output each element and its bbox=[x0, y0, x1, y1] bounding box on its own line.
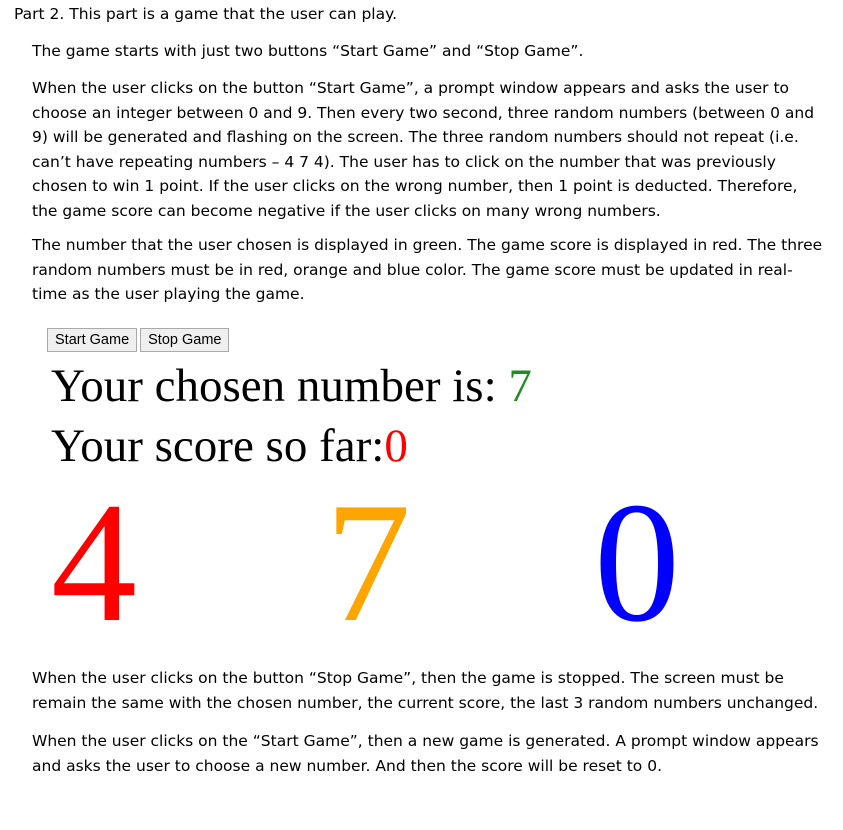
random-number-orange[interactable]: 7 bbox=[325, 468, 411, 658]
paragraph-start-game-rules: When the user clicks on the button “Start Game”, a prompt window appears and asks the user to choose an integer between 0 and 9. Then every two second, three random numbers (between 0 and 9) will be generated and flashing on the screen. The three random numbers should not repeat (i.e. can’t have repeating numbers – 4 7 4). The user has to click on the number that was previously chosen to win 1 point. If the user clicks on the wrong number, then 1 point is deducted. Therefore, the game score can become negative if the user clicks on many wrong numbers. bbox=[32, 79, 815, 220]
game-button-row bbox=[47, 328, 232, 352]
start-game-button[interactable]: Start Game bbox=[47, 328, 137, 352]
paragraph-color-rules: The number that the user chosen is displayed in green. The game score is displayed in red. The three random numbers must be in red, orange and blue color. The game score must be updated in real- time as the user playing the game. bbox=[32, 236, 823, 303]
random-numbers bbox=[47, 468, 747, 658]
game-demo-screenshot bbox=[47, 328, 747, 658]
random-number-red[interactable]: 4 bbox=[51, 468, 137, 658]
paragraph-stop-game-rules: When the user clicks on the button “Stop Game”, then the game is stopped. The screen must be remain the same with the chosen number, the current score, the last 3 random numbers unchanged. bbox=[32, 669, 819, 712]
score-value: 0 bbox=[384, 420, 408, 472]
chosen-number-value: 7 bbox=[508, 360, 532, 412]
chosen-number-line bbox=[51, 360, 532, 412]
score-line bbox=[51, 420, 408, 472]
random-number-blue[interactable]: 0 bbox=[594, 468, 680, 658]
part-heading: Part 2. This part is a game that the user can play. bbox=[14, 5, 397, 23]
paragraph-buttons-intro: The game starts with just two buttons “Start Game” and “Stop Game”. bbox=[32, 42, 584, 60]
stop-game-button[interactable]: Stop Game bbox=[140, 328, 229, 352]
score-label: Your score so far: bbox=[51, 420, 385, 472]
paragraph-restart-rules: When the user clicks on the “Start Game”, then a new game is generated. A prompt window appears and asks the user to choose a new number. And then the score will be reset to 0. bbox=[32, 732, 819, 775]
chosen-number-label: Your chosen number is: bbox=[51, 360, 509, 412]
